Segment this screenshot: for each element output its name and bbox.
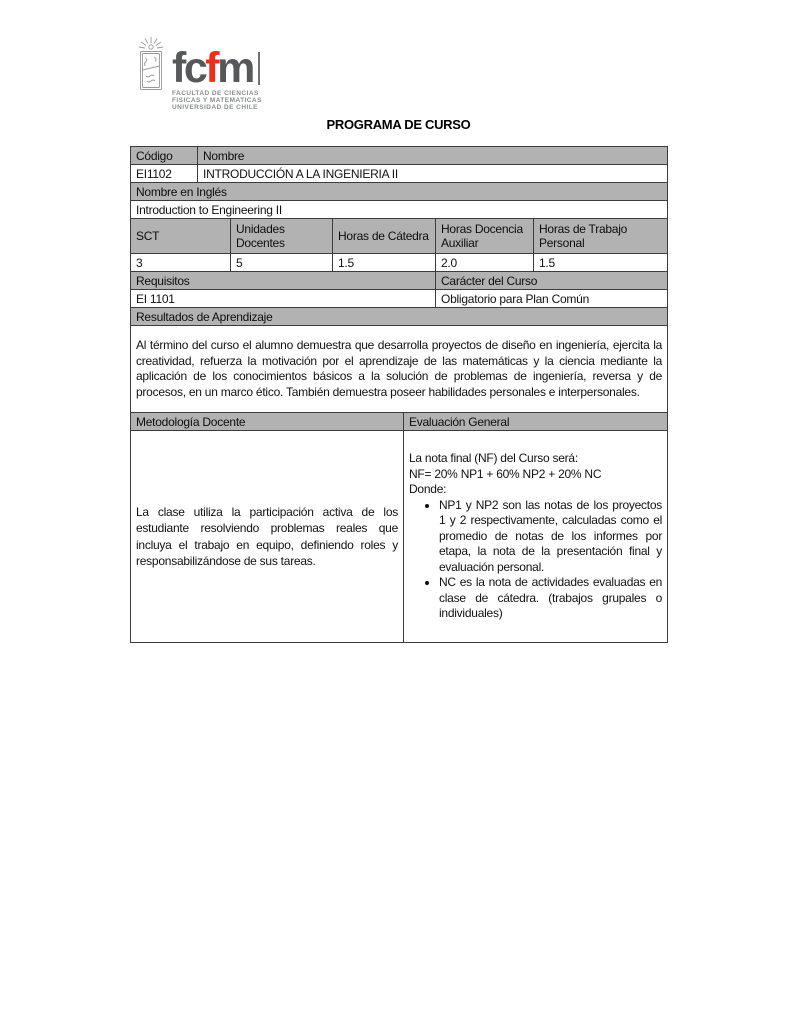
metodologia-header: Metodología Docente bbox=[131, 413, 404, 431]
evaluacion-intro-line: La nota final (NF) del Curso será: bbox=[409, 451, 578, 466]
wordmark-divider bbox=[258, 52, 260, 85]
sct-value: 3 bbox=[131, 254, 231, 272]
table-row bbox=[131, 326, 668, 413]
faculty-line: UNIVERSIDAD DE CHILE bbox=[172, 104, 258, 111]
logo-text-block bbox=[172, 36, 262, 111]
requisitos-value: EI 1101 bbox=[131, 290, 436, 308]
metodologia-text: La clase utiliza la participación activa de los estudiante resolviendo problemas reales que incluya el trabajo en equipo, definiendo roles y responsabilizándose de sus tareas. bbox=[136, 504, 398, 568]
sct-header: SCT bbox=[131, 219, 231, 254]
university-crest-icon bbox=[136, 36, 166, 94]
unidades-docentes-value: 5 bbox=[231, 254, 333, 272]
resultados-header: Resultados de Aprendizaje bbox=[131, 308, 668, 326]
nombre-ingles-value: Introduction to Engineering II bbox=[131, 201, 668, 219]
metodologia-cell bbox=[131, 431, 404, 643]
table-row bbox=[131, 272, 668, 290]
credit-value-row bbox=[131, 254, 668, 272]
evaluacion-intro-line: Donde: bbox=[409, 482, 447, 497]
course-program-table bbox=[130, 146, 668, 643]
table-row bbox=[131, 165, 668, 183]
evaluacion-header: Evaluación General bbox=[404, 413, 668, 431]
horas-docencia-auxiliar-value: 2.0 bbox=[436, 254, 534, 272]
table-row bbox=[131, 147, 668, 165]
horas-docencia-auxiliar-header: Horas Docencia Auxiliar bbox=[436, 219, 534, 254]
fcfm-logo bbox=[136, 36, 262, 111]
faculty-name bbox=[172, 90, 262, 111]
horas-catedra-value: 1.5 bbox=[333, 254, 436, 272]
table-row bbox=[131, 201, 668, 219]
nombre-header: Nombre bbox=[198, 147, 668, 165]
requisitos-header: Requisitos bbox=[131, 272, 436, 290]
nota-final-formula: NF= 20% NP1 + 60% NP2 + 20% NC bbox=[409, 466, 602, 481]
table-row bbox=[131, 413, 668, 431]
credit-header-row bbox=[131, 219, 668, 254]
evaluacion-cell bbox=[404, 431, 668, 643]
horas-trabajo-personal-value: 1.5 bbox=[534, 254, 668, 272]
faculty-line: FACULTAD DE CIENCIAS bbox=[172, 90, 259, 97]
resultados-cell bbox=[131, 326, 668, 413]
table-row bbox=[131, 290, 668, 308]
wordmark-m: m bbox=[217, 44, 253, 92]
horas-catedra-header: Horas de Cátedra bbox=[333, 219, 436, 254]
evaluacion-bullet: • NP1 y NP2 son las notas de los proyectos 1 y 2 respectivamente, calculadas como el promedio de notas de los informes por etapa, la nota de la presentación final y evaluación personal. bbox=[439, 498, 662, 576]
unidades-docentes-header: Unidades Docentes bbox=[231, 219, 333, 254]
codigo-header: Código bbox=[131, 147, 198, 165]
resultados-text: Al término del curso el alumno demuestra que desarrolla proyectos de diseño en ingeniería, ejercita la creatividad, refuerza la motivación por el aprendizaje de las matemáticas y la ciencia mediante la aplicación de los conocimientos básicos a la solución de problemas de ingeniería, reversa y de procesos, en un marco ético. También demuestra poseer habilidades personales e interpersonales. bbox=[136, 338, 663, 399]
codigo-value: EI1102 bbox=[131, 165, 198, 183]
table-row bbox=[131, 183, 668, 201]
caracter-value: Obligatorio para Plan Común bbox=[436, 290, 668, 308]
caracter-header: Carácter del Curso bbox=[436, 272, 668, 290]
evaluacion-bullet: • NC es la nota de actividades evaluadas en clase de cátedra. (trabajos grupales o individuales) bbox=[439, 575, 662, 622]
wordmark-fc: fc bbox=[172, 44, 206, 92]
wordmark-red-f: f bbox=[205, 44, 218, 92]
table-row bbox=[131, 308, 668, 326]
nombre-ingles-header: Nombre en Inglés bbox=[131, 183, 668, 201]
nombre-value: INTRODUCCIÓN A LA INGENIERIA II bbox=[198, 165, 668, 183]
table-row bbox=[131, 431, 668, 643]
fcfm-wordmark bbox=[172, 44, 262, 92]
evaluacion-bullet-list bbox=[409, 498, 662, 622]
faculty-line: FISICAS Y MATEMATICAS bbox=[172, 97, 262, 104]
horas-trabajo-personal-header: Horas de Trabajo Personal bbox=[534, 219, 668, 254]
page-title: PROGRAMA DE CURSO bbox=[326, 117, 471, 132]
